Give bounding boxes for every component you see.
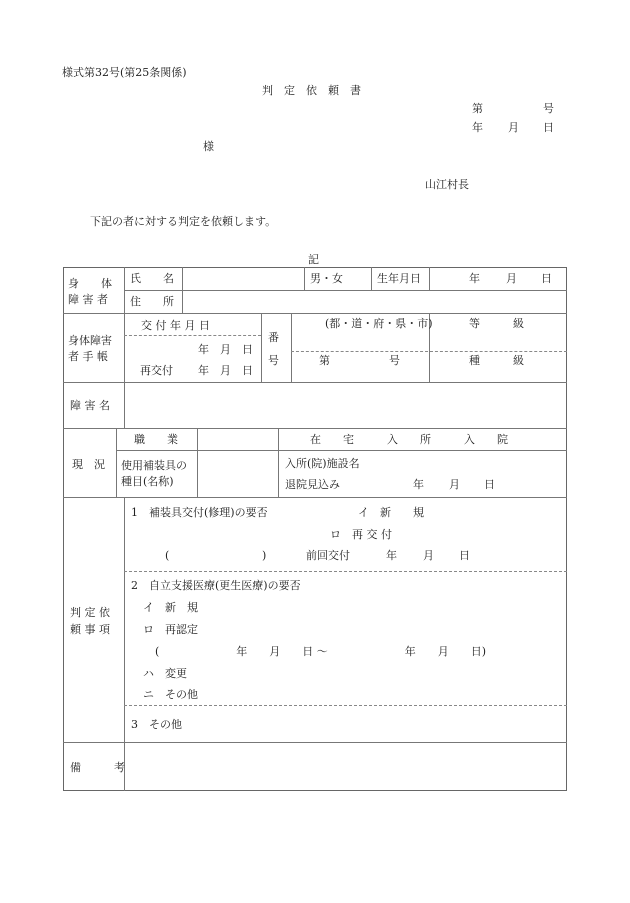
date-month-label: 月 (508, 121, 519, 134)
issuer-name: 山江村長 (425, 178, 469, 191)
address-label: 住 所 (130, 295, 174, 308)
name-label: 氏 名 (130, 272, 174, 285)
divider (63, 428, 567, 429)
intro-text: 下記の者に対する判定を依頼します。 (90, 215, 277, 228)
handbook-number-suffix: 号 (389, 354, 400, 367)
form-table (63, 267, 567, 791)
dashed-divider (124, 335, 261, 336)
handbook-label: 者 手 帳 (68, 350, 108, 363)
divider (63, 382, 567, 383)
discharge-year-label: 年 (413, 478, 424, 491)
remarks-label: 備 考 (70, 761, 125, 774)
item2-option-new[interactable]: イ 新 規 (143, 601, 198, 614)
date-year-label: 年 (472, 121, 483, 134)
item1-prev-month: 月 (423, 549, 434, 562)
issue-date-label: 交 付 年 月 日 (141, 319, 210, 332)
grade-label: 等 級 (469, 317, 524, 330)
divider (371, 267, 372, 290)
item1-title: 1 補装具交付(修理)の要否 (131, 506, 268, 519)
dashed-divider (124, 705, 567, 706)
item1-prev-label: 前回交付 (306, 549, 350, 562)
birth-month-label: 月 (506, 272, 517, 285)
handbook-label: 身体障害 (68, 334, 112, 347)
divider (278, 428, 279, 497)
divider (116, 428, 117, 497)
handbook-number-prefix: 第 (319, 354, 330, 367)
person-label: 身 体 (68, 277, 112, 290)
divider (63, 313, 567, 314)
number-label: 番 (268, 331, 279, 344)
reissue-date-field[interactable]: 年 月 日 (198, 364, 253, 377)
divider (63, 742, 567, 743)
item1-option-reissue[interactable]: ロ 再 交 付 (330, 528, 392, 541)
item3-title: 3 その他 (131, 718, 182, 731)
request-label: 判 定 依 (70, 606, 110, 619)
reissue-label: 再交付 (140, 364, 173, 377)
doc-number-suffix: 号 (543, 102, 554, 115)
prefecture-options[interactable]: (都・道・府・県・市) (325, 317, 433, 330)
divider (291, 313, 292, 382)
divider (182, 267, 183, 313)
item1-prev-day: 日 (459, 549, 470, 562)
facility-label: 入所(院)施設名 (285, 457, 360, 470)
item2-option-change[interactable]: ハ 変更 (143, 667, 187, 680)
discharge-month-label: 月 (449, 478, 460, 491)
sex-field[interactable]: 男・女 (310, 272, 343, 285)
date-day-label: 日 (543, 121, 554, 134)
addressee-suffix: 様 (203, 140, 214, 153)
discharge-label: 退院見込み (285, 478, 340, 491)
divider (304, 267, 305, 290)
residence-options[interactable]: 在 宅 入 所 入 院 (310, 433, 508, 446)
divider (429, 267, 430, 290)
birthdate-label: 生年月日 (377, 272, 421, 285)
item2-option-other[interactable]: ニ その他 (143, 688, 198, 701)
divider (63, 497, 567, 498)
item1-paren-close: ) (262, 549, 267, 562)
item1-prev-year: 年 (386, 549, 397, 562)
divider (124, 497, 125, 791)
disability-label: 障 害 名 (70, 399, 110, 412)
device-label: 使用補装具の (121, 459, 187, 472)
divider (261, 313, 262, 382)
page-title: 判 定 依 頼 書 (262, 84, 361, 97)
divider (197, 428, 198, 497)
birth-year-label: 年 (469, 272, 480, 285)
item2-period: ( 年 月 日 〜 年 月 日) (155, 645, 487, 658)
item2-option-recert[interactable]: ロ 再認定 (143, 623, 198, 636)
number-label: 号 (268, 354, 279, 367)
type-label: 種 級 (469, 354, 524, 367)
device-label: 種目(名称) (121, 475, 174, 488)
dashed-divider (291, 351, 567, 352)
issue-date-field[interactable]: 年 月 日 (198, 343, 253, 356)
item1-option-new[interactable]: イ 新 規 (358, 506, 424, 519)
person-label: 障 害 者 (68, 293, 108, 306)
occupation-label: 職 業 (134, 433, 178, 446)
status-label: 現 況 (72, 458, 105, 471)
item2-title: 2 自立支援医療(更生医療)の要否 (131, 579, 301, 592)
doc-number-prefix: 第 (472, 102, 483, 115)
dashed-divider (124, 571, 567, 572)
request-label: 頼 事 項 (70, 623, 110, 636)
divider (116, 450, 567, 451)
discharge-day-label: 日 (484, 478, 495, 491)
item1-paren-open: ( (165, 549, 170, 562)
divider (124, 267, 125, 428)
divider (124, 290, 567, 291)
form-number: 様式第32号(第25条関係) (62, 66, 187, 79)
birth-day-label: 日 (541, 272, 552, 285)
ki-label: 記 (308, 253, 319, 266)
